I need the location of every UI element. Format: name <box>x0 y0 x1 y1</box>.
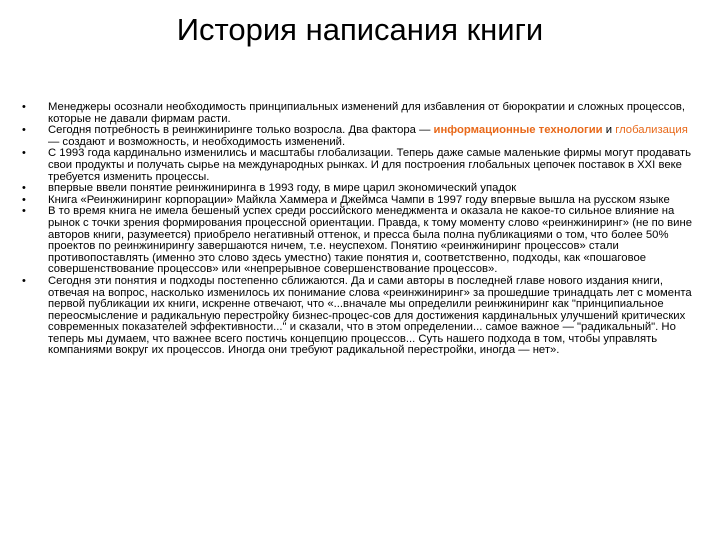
bullet-dot-icon: • <box>22 274 26 287</box>
bullet-text: С 1993 года кардинально изменились и масштабы глобализации. Теперь даже самые маленькие фирмы могут продавать свои продукты и получать сырье на международных рынках. И для построения глобальных цепочек поставок в XXI веке требуется изменить процессы. <box>48 147 691 183</box>
highlight-globalization: глобализация <box>615 124 688 137</box>
bullet-dot-icon: • <box>22 147 26 160</box>
bullet-dot-icon: • <box>22 101 26 113</box>
bullet-text: — создают и возможность, и необходимость изменений. <box>48 135 346 148</box>
bullet-dot-icon: • <box>22 124 26 137</box>
list-item <box>22 276 698 357</box>
list-item <box>22 206 698 276</box>
list-item <box>22 125 698 148</box>
bullet-text: Сегодня потребность в реинжиниринге только возросла. Два фактора — <box>48 124 434 137</box>
bullet-text: В то время книга не имела бешеный успех среди российского менеджмента и оказала не какое-то сильное влияние на рынок с точки зрения формирования процессной ориентации. Правда, к тому моменту слово «реинжиниринг» (не по вине авторов книги, разумеется) приобрело негативный оттенок, и пресса была полна публикациями о том, что более 50% проектов по реинжинирингу завершаются ничем, т.е. неуспехом. Понятию «реинжиниринг процессов» стали противопоставлять (именно это слово здесь уместно) такие понятия и, соответственно, подходы, как «пошаговое совершенствование процессов» или «непрерывное совершенствование процессов». <box>48 205 692 276</box>
list-item <box>22 102 698 125</box>
list-item <box>22 148 698 183</box>
slide-title: История написания книги <box>176 12 544 47</box>
bullet-dot-icon: • <box>22 182 26 195</box>
bullet-text: Сегодня эти понятия и подходы постепенно сближаются. Да и сами авторы в последней главе нового издания книги, отвечая на вопрос, насколько изменилось их понимание слова «реинжиниринг» за прошедшие тринадцать лет с момента первой публикации их книги, искренне отвечают, что «...вначале мы определили реинжиниринг как "принципиальное переосмысление и радикальную перестройку бизнес-процес-сов для достижения кардинальных улучшений критических современных показателей эффективности..." и сказали, что в этом определении... самое важное — "радикальный". Но теперь мы думаем, что важнее всего постичь концепцию процессов... Суть нашего подхода в том, чтобы управлять компаниями вокруг их процессов. Иногда они требуют радикальной перестройки, иногда — нет». <box>48 274 692 357</box>
bullet-dot-icon: • <box>22 193 26 206</box>
bullet-text: Книга «Реинжиниринг корпорации» Майкла Хаммера и Джеймса Чампи в 1997 году впервые вышла на русском языке <box>48 193 670 206</box>
highlight-information-technologies: информационные технологии <box>433 124 603 137</box>
bullet-dot-icon: • <box>22 205 26 218</box>
bullet-text: и <box>602 124 616 137</box>
bullet-text: Менеджеры осознали необходимость принципиальных изменений для избавления от бюрократии и сложных процессов, которые не давали фирмам расти. <box>48 101 685 125</box>
bullet-text: впервые ввели понятие реинжиниринга в 1993 году, в мире царил экономический упадок <box>48 182 517 195</box>
bullet-list <box>22 102 698 357</box>
